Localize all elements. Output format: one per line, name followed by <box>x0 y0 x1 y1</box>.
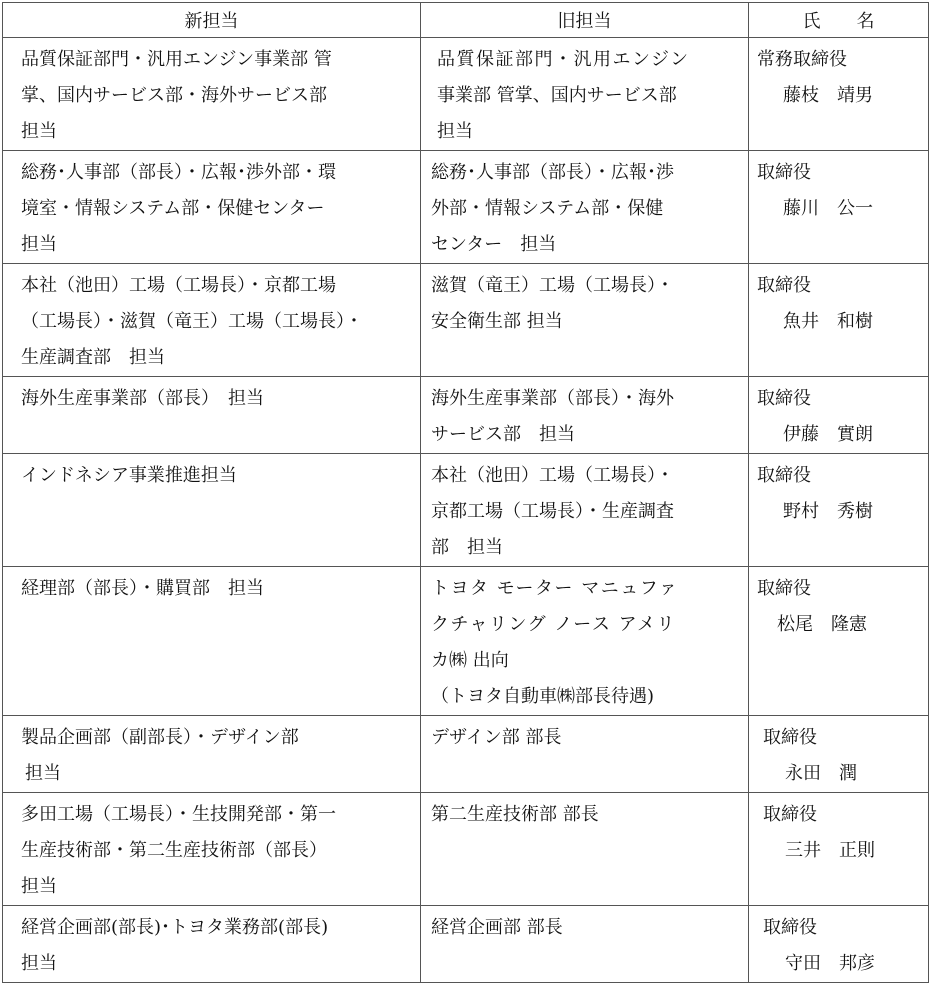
text-line: トヨタ モーター マニュファ <box>431 578 679 599</box>
text-line: 境室・情報システム部・保健センター <box>21 198 325 219</box>
director-name: 野村 秀樹 <box>783 501 873 522</box>
text-line: 経営企画部 部長 <box>431 917 563 938</box>
text-line: 経営企画部(部長)･トヨタ業務部(部長) <box>21 917 329 938</box>
new-assignment-cell <box>3 377 421 454</box>
director-name: 魚井 和樹 <box>783 311 873 332</box>
name-cell <box>749 454 929 567</box>
name-cell <box>749 567 929 716</box>
table-row <box>3 793 929 906</box>
old-assignment-cell <box>421 264 749 377</box>
text-line: 担当 <box>25 763 61 784</box>
old-assignment-cell <box>421 38 749 151</box>
table-row <box>3 906 929 983</box>
table-row <box>3 151 929 264</box>
old-assignment-cell <box>421 793 749 906</box>
text-line: 品質保証部門・汎用エンジン <box>437 49 690 70</box>
name-cell <box>749 377 929 454</box>
text-line: 総務･人事部（部長）・広報･渉外部・環 <box>21 162 336 183</box>
old-assignment-cell <box>421 151 749 264</box>
new-assignment-cell <box>3 454 421 567</box>
text-line: 製品企画部（副部長）・デザイン部 <box>21 727 299 748</box>
director-title: 取締役 <box>763 727 817 748</box>
text-line: 掌、国内サービス部・海外サービス部 <box>21 85 327 106</box>
table-row <box>3 264 929 377</box>
header-name: 氏 名 <box>749 3 929 38</box>
director-title: 取締役 <box>757 162 811 183</box>
text-line: 総務･人事部（部長）・広報･渉 <box>431 162 674 183</box>
header-old-assignment: 旧担当 <box>421 3 749 38</box>
new-assignment-cell <box>3 716 421 793</box>
text-line: 滋賀（竜王）工場（工場長）・ <box>431 275 674 296</box>
text-line: インドネシア事業推進担当 <box>21 465 237 486</box>
new-assignment-cell <box>3 38 421 151</box>
text-line: デザイン部 部長 <box>431 727 562 748</box>
text-line: 生産調査部 担当 <box>21 347 165 368</box>
director-name: 伊藤 實朗 <box>783 424 873 445</box>
text-line: カ㈱ 出向 <box>431 650 509 671</box>
old-assignment-cell <box>421 906 749 983</box>
director-title: 取締役 <box>757 388 811 409</box>
name-cell <box>749 38 929 151</box>
text-line: 京都工場（工場長）・生産調査 <box>431 501 674 522</box>
text-line: 本社（池田）工場（工場長）・京都工場 <box>21 275 336 296</box>
assignment-table <box>2 2 929 983</box>
name-cell <box>749 264 929 377</box>
text-line: 安全衛生部 担当 <box>431 311 563 332</box>
text-line: 海外生産事業部（部長） 担当 <box>21 388 264 409</box>
text-line: 担当 <box>437 121 473 142</box>
text-line: 品質保証部門・汎用エンジン事業部 管 <box>21 49 332 70</box>
text-line: 海外生産事業部（部長）・海外 <box>431 388 674 409</box>
director-name: 守田 邦彦 <box>785 953 875 974</box>
text-line: クチャリング ノース アメリ <box>431 614 677 635</box>
text-line: 本社（池田）工場（工場長）・ <box>431 465 674 486</box>
director-name: 三井 正則 <box>785 840 875 861</box>
text-line: 経理部（部長）・購買部 担当 <box>21 578 264 599</box>
director-title: 取締役 <box>763 917 817 938</box>
director-title: 取締役 <box>757 275 811 296</box>
header-new-assignment: 新担当 <box>3 3 421 38</box>
old-assignment-cell <box>421 567 749 716</box>
table-row <box>3 377 929 454</box>
text-line: 担当 <box>21 234 57 255</box>
table-row <box>3 454 929 567</box>
text-line: 生産技術部・第二生産技術部（部長） <box>21 840 327 861</box>
director-title: 取締役 <box>763 804 817 825</box>
new-assignment-cell <box>3 567 421 716</box>
text-line: 外部・情報システム部・保健 <box>431 198 664 219</box>
text-line: 多田工場（工場長）・生技開発部・第一 <box>21 804 336 825</box>
text-line: 担当 <box>21 121 57 142</box>
text-line: 部 担当 <box>431 537 503 558</box>
text-line: 事業部 管掌、国内サービス部 <box>437 85 677 106</box>
new-assignment-cell <box>3 151 421 264</box>
text-line: センター 担当 <box>431 234 557 255</box>
text-line: 担当 <box>21 876 57 897</box>
director-name: 藤枝 靖男 <box>783 85 873 106</box>
director-name: 藤川 公一 <box>783 198 873 219</box>
director-title: 常務取締役 <box>757 49 847 70</box>
table-row <box>3 38 929 151</box>
text-line: 担当 <box>21 953 57 974</box>
name-cell <box>749 716 929 793</box>
new-assignment-cell <box>3 906 421 983</box>
table-row <box>3 567 929 716</box>
old-assignment-cell <box>421 377 749 454</box>
old-assignment-cell <box>421 454 749 567</box>
text-line: 第二生産技術部 部長 <box>431 804 599 825</box>
director-title: 取締役 <box>757 465 811 486</box>
new-assignment-cell <box>3 264 421 377</box>
table-row <box>3 716 929 793</box>
new-assignment-cell <box>3 793 421 906</box>
name-cell <box>749 906 929 983</box>
director-name: 松尾 隆憲 <box>777 614 867 635</box>
name-cell <box>749 151 929 264</box>
director-name: 永田 潤 <box>785 763 857 784</box>
director-title: 取締役 <box>757 578 811 599</box>
text-line: サービス部 担当 <box>431 424 575 445</box>
text-line: （工場長）・滋賀（竜王）工場（工場長）・ <box>21 311 363 332</box>
old-assignment-cell <box>421 716 749 793</box>
text-line: （トヨタ自動車㈱部長待遇) <box>431 686 655 707</box>
header-row <box>3 3 929 38</box>
name-cell <box>749 793 929 906</box>
